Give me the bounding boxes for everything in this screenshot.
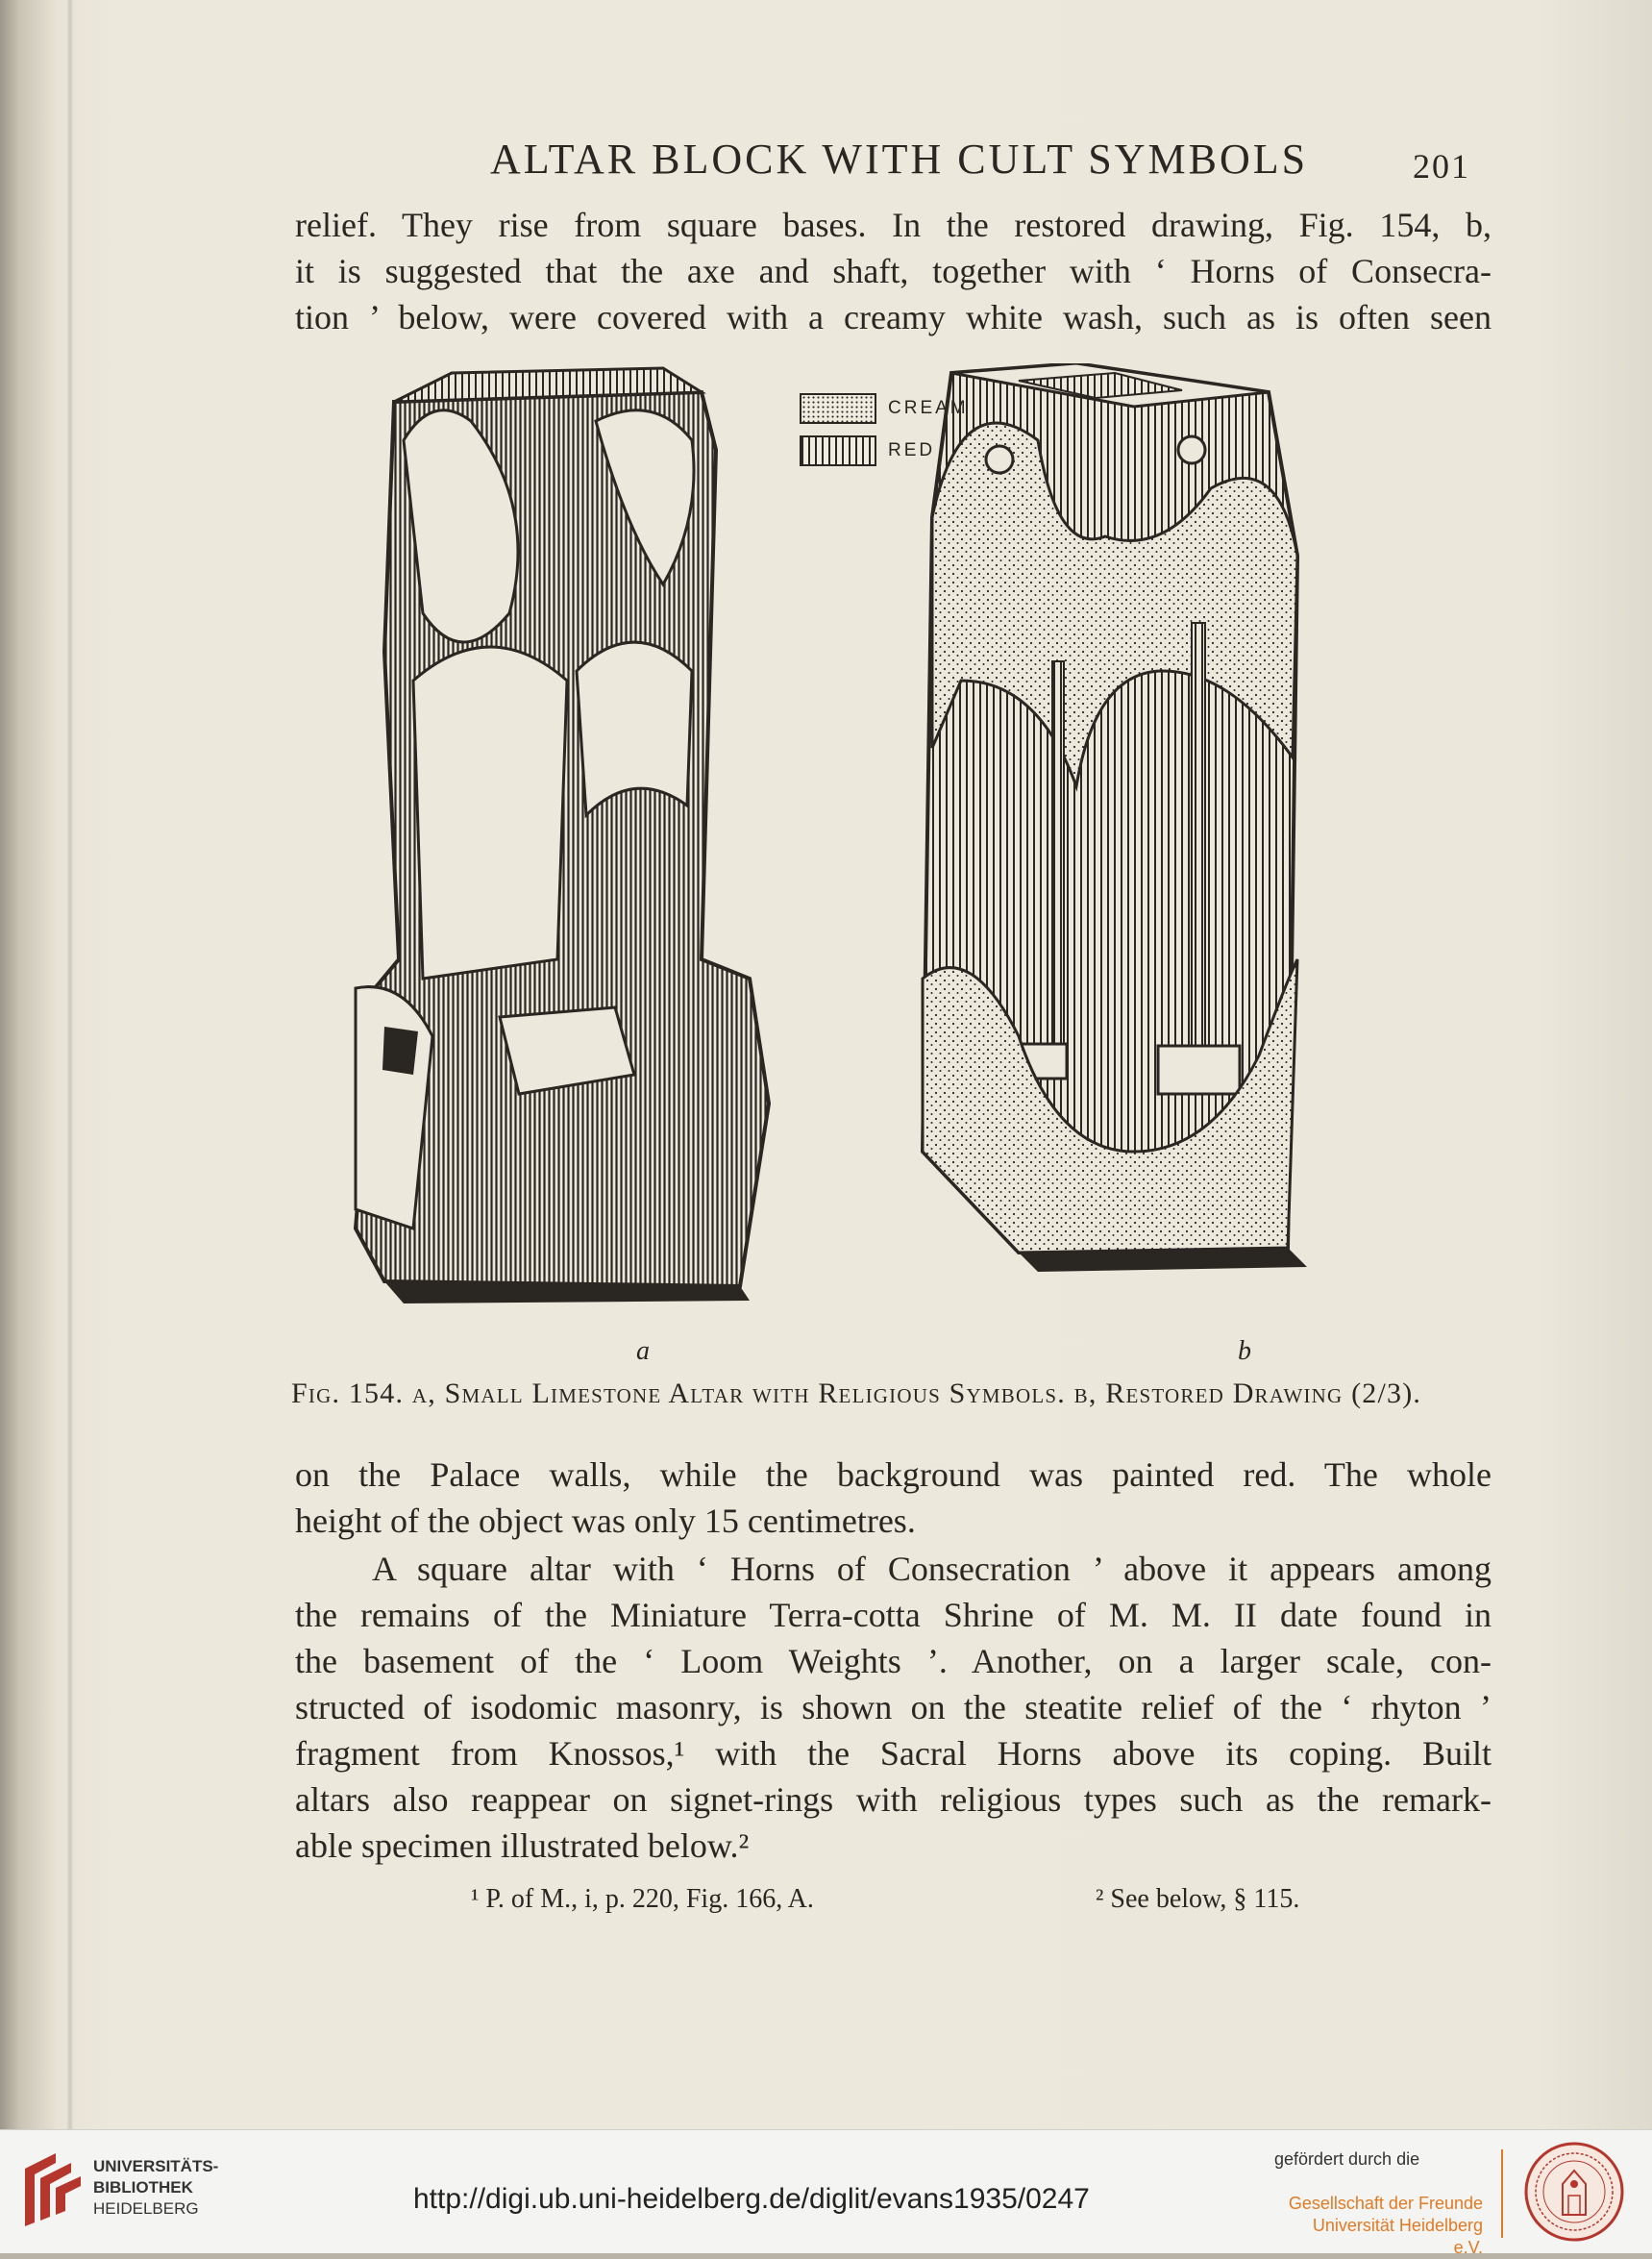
legend-label: RED xyxy=(888,440,936,460)
digitization-footer xyxy=(0,2129,1652,2257)
text-line: the basement of the ‘ Loom Weights ’. Another, on a larger scale, con- xyxy=(295,1642,1492,1680)
legend-item-red xyxy=(800,433,969,469)
text-line: altars also reappear on signet-rings with religious types such as the remark- xyxy=(295,1780,1492,1819)
altar-drawing-a xyxy=(356,368,769,1303)
sponsor-divider xyxy=(1501,2149,1503,2238)
red-swatch xyxy=(800,435,876,466)
legend-item-cream xyxy=(800,390,969,427)
library-name-line: HEIDELBERG xyxy=(93,2199,199,2218)
text-line: it is suggested that the axe and shaft, together with ‘ Horns of Consecra- xyxy=(295,252,1492,290)
footnote-1: ¹ P. of M., i, p. 220, Fig. 166, A. xyxy=(471,1884,814,1914)
text-line: on the Palace walls, while the background was painted red. The whole xyxy=(295,1455,1492,1494)
paragraph-1 xyxy=(295,202,1492,340)
text-line: able specimen illustrated below.² xyxy=(295,1826,750,1865)
permalink-url[interactable]: http://digi.ub.uni-heidelberg.de/diglit/evans1935/0247 xyxy=(413,2183,1090,2215)
library-name xyxy=(93,2156,218,2220)
text-line: relief. They rise from square bases. In the restored drawing, Fig. 154, b, xyxy=(295,206,1492,244)
text-line: A square altar with ‘ Horns of Consecration ’ above it appears among xyxy=(372,1550,1492,1588)
sponsor-label: gefördert durch die xyxy=(1274,2149,1420,2169)
university-library-logo-icon[interactable] xyxy=(17,2149,85,2230)
library-name-line: BIBLIOTHEK xyxy=(93,2178,193,2197)
library-name-line: UNIVERSITÄTS- xyxy=(93,2157,219,2175)
altar-drawing-b xyxy=(923,363,1307,1272)
paragraph-2 xyxy=(295,1452,1492,1544)
legend-label: CREAM xyxy=(888,398,969,418)
figure-legend xyxy=(800,390,969,475)
text-line: the remains of the Miniature Terra-cotta Shrine of M. M. II date found in xyxy=(295,1596,1492,1634)
sponsor-name xyxy=(1281,2193,1483,2259)
cream-swatch xyxy=(800,393,876,424)
figure-154 xyxy=(346,363,1461,1305)
running-head: ALTAR BLOCK WITH CULT SYMBOLS xyxy=(490,136,1309,183)
text-line: height of the object was only 15 centimetres. xyxy=(295,1502,916,1540)
sponsor-name-line: Universität Heidelberg e.V. xyxy=(1312,2216,1483,2257)
university-seal-icon[interactable] xyxy=(1522,2140,1626,2244)
figure-caption: Fig. 154. a, Small Limestone Altar with Religious Symbols. b, Restored Drawing (2/3). xyxy=(291,1378,1422,1409)
text-line: fragment from Knossos,¹ with the Sacral Horns above its coping. Built xyxy=(295,1734,1492,1773)
figure-letter-b: b xyxy=(1238,1336,1251,1366)
text-line: structed of isodomic masonry, is shown on the steatite relief of the ‘ rhyton ’ xyxy=(295,1688,1492,1726)
footnote-2: ² See below, § 115. xyxy=(1096,1884,1300,1914)
sponsor-name-line: Gesellschaft der Freunde xyxy=(1288,2194,1483,2213)
paragraph-3 xyxy=(295,1546,1492,1869)
altar-illustrations xyxy=(346,363,1461,1305)
text-line: tion ’ below, were covered with a creamy white wash, such as is often seen xyxy=(295,298,1492,336)
figure-letter-a: a xyxy=(636,1336,650,1366)
page-number: 201 xyxy=(1413,147,1470,186)
page-gutter-shadow xyxy=(67,0,73,2129)
